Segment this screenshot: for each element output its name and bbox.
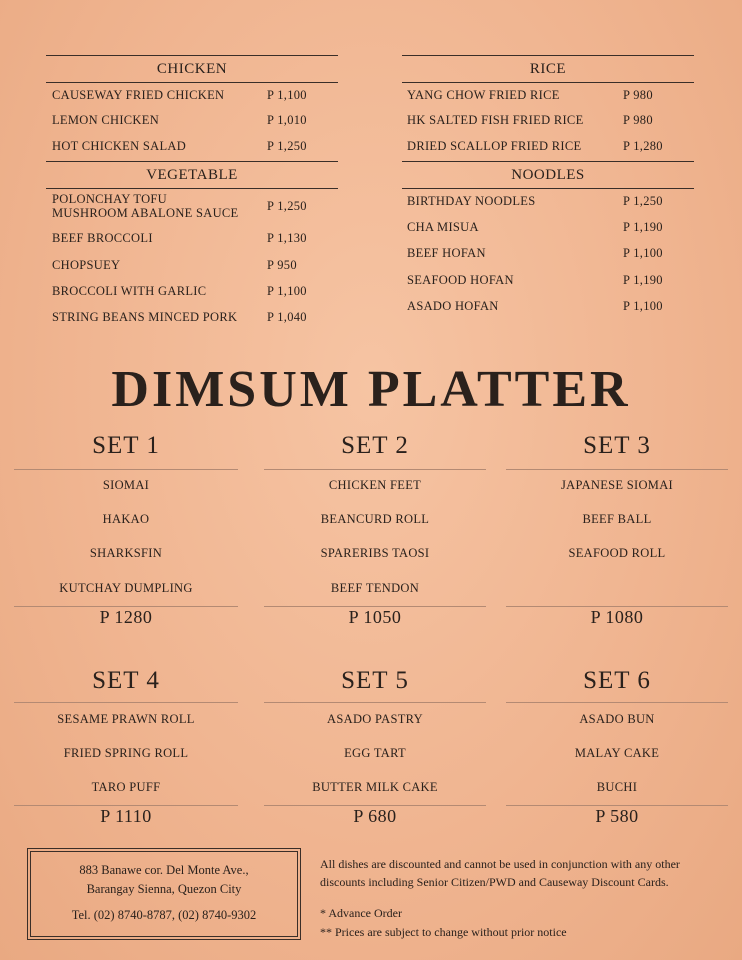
menu-item-price: P 980 <box>623 88 653 102</box>
set-item: HAKAO <box>102 512 150 526</box>
set-price: P 1110 <box>100 806 152 826</box>
set-divider <box>506 702 728 703</box>
set-item: SPARERIBS TAOSI <box>320 546 430 560</box>
set-price: P 1280 <box>99 607 153 627</box>
menu-item-name: STRING BEANS MINCED PORK <box>52 310 238 324</box>
menu-item-price: P 1,190 <box>623 273 663 287</box>
disclaimer-line: All dishes are discounted and cannot be used in conjunction with any other <box>320 857 680 871</box>
menu-item-price: P 1,190 <box>623 220 663 234</box>
set-title: SET 4 <box>92 667 160 694</box>
menu-item-price: P 1,100 <box>623 246 663 260</box>
set-divider <box>264 469 486 470</box>
set-divider <box>506 469 728 470</box>
set-item: BEEF TENDON <box>330 581 420 595</box>
set-title: SET 5 <box>341 667 409 694</box>
set-item: ASADO BUN <box>579 712 655 726</box>
set-item: FRIED SPRING ROLL <box>63 746 189 760</box>
address-line: 883 Banawe cor. Del Monte Ave., <box>79 863 249 877</box>
phone-numbers: Tel. (02) 8740-8787, (02) 8740-9302 <box>71 908 257 922</box>
menu-item-price: P 1,010 <box>267 113 307 127</box>
menu-item-price: P 1,130 <box>267 231 307 245</box>
vegetable-header: VEGETABLE <box>46 161 338 189</box>
set-price: P 580 <box>595 806 639 826</box>
set-title: SET 1 <box>92 432 160 459</box>
menu-item-price: P 1,280 <box>623 139 663 153</box>
menu-item-name: CHA MISUA <box>407 220 479 234</box>
dimsum-platter-title: DIMSUM PLATTER <box>111 361 631 418</box>
menu-item-name: BEEF HOFAN <box>407 246 486 260</box>
menu-item-name: CHOPSUEY <box>52 258 121 272</box>
address-line: Barangay Sienna, Quezon City <box>86 882 242 896</box>
set-item: ASADO PASTRY <box>327 712 423 726</box>
set-title: SET 6 <box>583 667 651 694</box>
menu-item-name: DRIED SCALLOP FRIED RICE <box>407 139 582 153</box>
menu-item-price: P 1,250 <box>267 139 307 153</box>
set-item: KUTCHAY DUMPLING <box>59 581 193 595</box>
set-item: SEAFOOD ROLL <box>568 546 666 560</box>
menu-item-name: ASADO HOFAN <box>407 299 499 313</box>
set-item: SHARKSFIN <box>89 546 163 560</box>
menu-item-name: LEMON CHICKEN <box>52 113 160 127</box>
menu-item-price: P 1,100 <box>267 88 307 102</box>
menu-item-name: HK SALTED FISH FRIED RICE <box>407 113 584 127</box>
set-divider <box>14 469 238 470</box>
set-item: BUTTER MILK CAKE <box>312 780 438 794</box>
menu-item-name: BROCCOLI WITH GARLIC <box>52 284 207 298</box>
disclaimer-line: discounts including Senior Citizen/PWD and Causeway Discount Cards. <box>320 875 669 889</box>
menu-item-name: BEEF BROCCOLI <box>52 231 153 245</box>
menu-item-price: P 1,100 <box>267 284 307 298</box>
rice-header: RICE <box>402 55 694 83</box>
set-price: P 1080 <box>590 607 644 627</box>
set-item: EGG TART <box>344 746 406 760</box>
set-item: TARO PUFF <box>91 780 161 794</box>
set-item: SIOMAI <box>102 478 150 492</box>
price-change-note: ** Prices are subject to change without prior notice <box>320 925 567 939</box>
address-box <box>30 851 298 937</box>
menu-item-name: BIRTHDAY NOODLES <box>407 194 536 208</box>
menu-item-price: P 1,250 <box>623 194 663 208</box>
set-item: CHICKEN FEET <box>328 478 422 492</box>
advance-order-note: * Advance Order <box>320 906 402 920</box>
menu-item-name: CAUSEWAY FRIED CHICKEN <box>52 88 225 102</box>
set-item: JAPANESE SIOMAI <box>560 478 674 492</box>
menu-item-name: POLONCHAY TOFU <box>52 192 167 206</box>
set-title: SET 3 <box>583 432 651 459</box>
noodles-header: NOODLES <box>402 161 694 189</box>
set-divider <box>14 702 238 703</box>
menu-item-name-line2: MUSHROOM ABALONE SAUCE <box>52 206 239 220</box>
set-price: P 680 <box>353 806 397 826</box>
set-item: BEANCURD ROLL <box>320 512 430 526</box>
menu-item-name: YANG CHOW FRIED RICE <box>407 88 560 102</box>
menu-item-name: SEAFOOD HOFAN <box>407 273 514 287</box>
menu-item-price: P 1,250 <box>267 199 307 213</box>
menu-item-price: P 1,100 <box>623 299 663 313</box>
menu-item-price: P 1,040 <box>267 310 307 324</box>
set-item: BEEF BALL <box>582 512 652 526</box>
chicken-header: CHICKEN <box>46 55 338 83</box>
menu-item-price: P 980 <box>623 113 653 127</box>
set-item: SESAME PRAWN ROLL <box>57 712 195 726</box>
set-item: MALAY CAKE <box>574 746 660 760</box>
set-title: SET 2 <box>341 432 409 459</box>
menu-item-name: HOT CHICKEN SALAD <box>52 139 187 153</box>
set-divider <box>264 702 486 703</box>
set-price: P 1050 <box>348 607 402 627</box>
menu-item-price: P 950 <box>267 258 297 272</box>
set-item: BUCHI <box>596 780 638 794</box>
